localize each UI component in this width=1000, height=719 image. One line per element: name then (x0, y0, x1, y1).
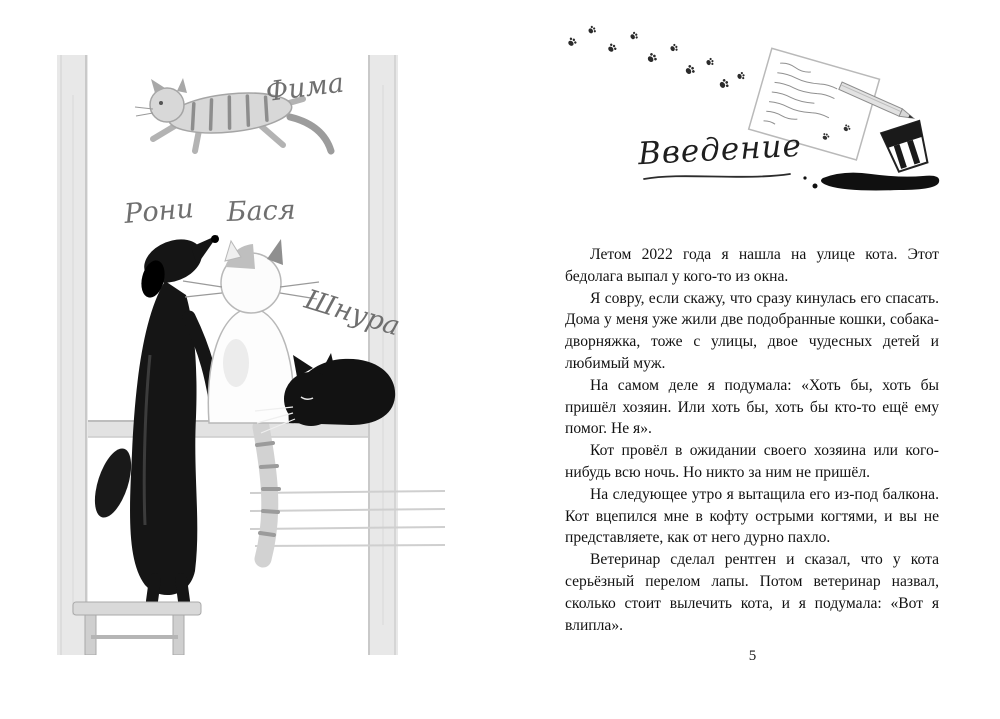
chapter-title: Введение (637, 127, 803, 173)
wall-slats (250, 491, 445, 546)
paragraph: Я совру, если скажу, что сразу кинулась его спасать. Дома у меня уже жили две подобранные кошки, собака-дворняжка, тоже с улицы, двое чудесных детей и любимый муж. (565, 289, 939, 372)
page-number: 5 (748, 648, 757, 664)
paragraph: На самом деле я подумала: «Хоть бы, хоть бы пришёл хозяин. Или хоть бы, хоть бы кто-то ещё ему помог. Не я». (565, 376, 939, 438)
chapter-title-wrap (637, 127, 838, 192)
title-swash (642, 170, 792, 182)
paragraph: Летом 2022 года я нашла на улице кота. Этот бедолага выпал у кого-то из окна. (565, 246, 939, 285)
label-dog: Рони (122, 193, 195, 230)
left-page-illustration (55, 55, 445, 655)
paragraph: На следующее утро я вытащила его из-под балкона. Кот вцепился мне в кофту острыми когтями, и вы не представляете, как от него дурно пахло. (565, 485, 939, 547)
body-text (565, 244, 939, 636)
paw-prints-trail (566, 25, 745, 90)
label-white-cat: Бася (226, 194, 297, 228)
paragraph: Кот провёл в ожидании своего хозяина или кого-нибудь всю ночь. Но никто за ним не пришёл. (565, 442, 939, 481)
left-post (57, 55, 88, 655)
label-black-cat: Шнура (300, 284, 404, 343)
label-flying-cat: Фима (264, 67, 346, 108)
balcony-scene-illustration (55, 55, 445, 655)
dog-illustration (88, 231, 229, 601)
stool-illustration (73, 602, 201, 655)
right-post (368, 55, 398, 655)
right-page (555, 20, 950, 710)
cup-illustration (881, 121, 932, 173)
paragraph: Ветеринар сделал рентген и сказал, что у кота серьёзный перелом лапы. Потом ветеринар назвал, сколько стоит вылечить кота, и я подумала: «Вот я влипла». (565, 551, 939, 634)
